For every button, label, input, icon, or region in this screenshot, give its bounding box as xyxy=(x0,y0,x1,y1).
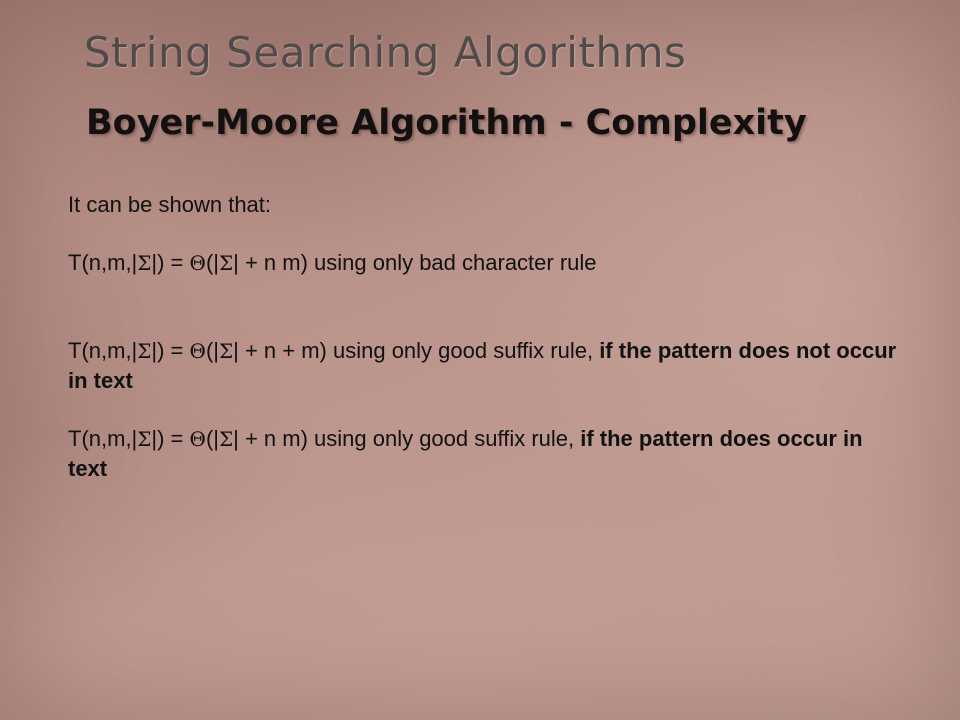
statement-rhs-suffix: | + n m) using only good suffix rule, xyxy=(233,426,581,451)
statement-rhs-prefix: (| xyxy=(205,250,219,275)
theta-symbol: Θ xyxy=(189,251,206,275)
sigma-symbol: Σ xyxy=(218,427,234,451)
statement-rhs-prefix: (| xyxy=(205,426,219,451)
complexity-statement-bad-character xyxy=(68,248,898,278)
theta-symbol: Θ xyxy=(189,339,206,363)
slide-body xyxy=(68,190,898,483)
statement-condition: if the pattern does not occur in text xyxy=(68,338,897,393)
statement-lhs-suffix: |) = xyxy=(151,338,190,363)
statement-rhs-prefix: (| xyxy=(205,338,219,363)
spacer xyxy=(68,219,898,248)
intro-text: It can be shown that: xyxy=(68,192,272,217)
spacer xyxy=(68,278,898,336)
theta-symbol: Θ xyxy=(189,427,206,451)
sigma-symbol: Σ xyxy=(218,251,234,275)
statement-condition: if the pattern does occur in text xyxy=(68,426,863,481)
statement-lhs-prefix: T(n,m,| xyxy=(68,338,138,363)
sigma-symbol: Σ xyxy=(137,427,152,451)
statement-lhs-prefix: T(n,m,| xyxy=(68,250,138,275)
sigma-symbol: Σ xyxy=(137,339,152,363)
complexity-statement-good-suffix-occurrence xyxy=(68,424,898,483)
statement-rhs-suffix: | + n + m) using only good suffix rule, xyxy=(233,338,600,363)
slide-subtitle: Boyer-Moore Algorithm - Complexity xyxy=(86,103,807,143)
statement-rhs-suffix: | + n m) using only bad character rule xyxy=(233,250,597,275)
statement-lhs-suffix: |) = xyxy=(151,426,190,451)
slide-title: String Searching Algorithms xyxy=(84,28,687,77)
spacer xyxy=(68,395,898,424)
complexity-statement-good-suffix-no-occurrence xyxy=(68,336,898,395)
statement-lhs-suffix: |) = xyxy=(151,250,190,275)
sigma-symbol: Σ xyxy=(137,251,152,275)
statement-lhs-prefix: T(n,m,| xyxy=(68,426,138,451)
sigma-symbol: Σ xyxy=(218,339,234,363)
